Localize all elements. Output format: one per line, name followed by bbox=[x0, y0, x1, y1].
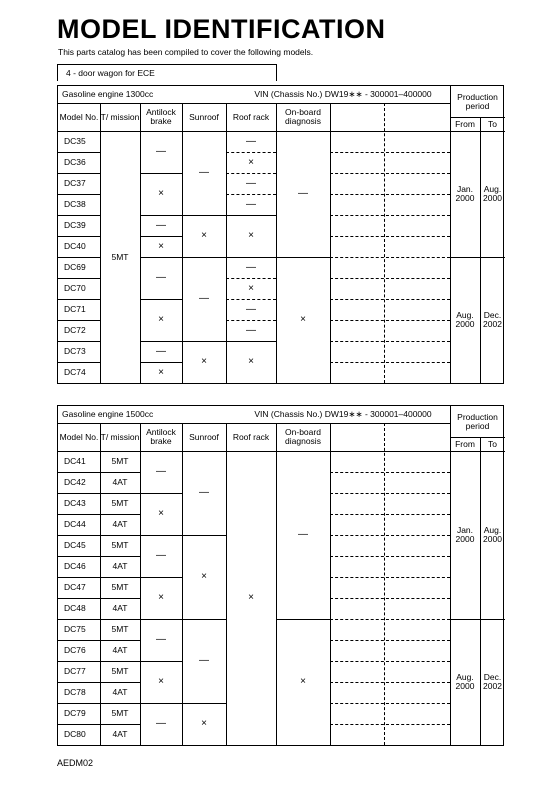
row-divider bbox=[226, 194, 276, 195]
row-divider bbox=[140, 535, 182, 536]
vin-row-divider bbox=[330, 724, 450, 725]
row-divider bbox=[182, 341, 226, 342]
included-mark: × bbox=[158, 188, 164, 199]
row-divider bbox=[140, 215, 182, 216]
sunroof-header: Sunroof bbox=[189, 111, 219, 122]
model-row-divider bbox=[58, 257, 100, 258]
model-row-divider bbox=[58, 194, 100, 195]
not-included-mark: — bbox=[246, 198, 256, 210]
included-mark: × bbox=[248, 282, 254, 294]
model-number: DC43 bbox=[64, 498, 86, 509]
transmission-value: 4AT bbox=[112, 519, 128, 530]
model-row-divider bbox=[58, 535, 100, 536]
included-mark: × bbox=[300, 676, 306, 687]
not-included-mark: — bbox=[156, 466, 166, 477]
model-number: DC73 bbox=[64, 346, 86, 357]
included-mark: × bbox=[158, 366, 164, 378]
model-row-divider bbox=[58, 236, 100, 237]
model-row-divider bbox=[100, 514, 140, 515]
transmission-value: 5MT bbox=[111, 624, 129, 635]
not-included-mark: — bbox=[199, 167, 209, 178]
not-included-mark: — bbox=[156, 718, 166, 729]
row-divider bbox=[276, 257, 330, 258]
footer-code: AEDM02 bbox=[57, 758, 94, 768]
row-divider bbox=[140, 341, 182, 342]
model-row-divider bbox=[58, 724, 100, 725]
not-included-mark: — bbox=[156, 219, 166, 231]
not-included-mark: — bbox=[156, 272, 166, 283]
model-row-divider bbox=[58, 152, 100, 153]
model-row-divider bbox=[58, 514, 100, 515]
vin-row-divider bbox=[330, 640, 450, 641]
period-from: Aug. 2000 bbox=[455, 672, 475, 691]
onboard-header: On-board diagnosis bbox=[285, 427, 321, 446]
row-divider bbox=[140, 577, 182, 578]
production-period-header: Production period bbox=[457, 91, 498, 111]
model-number: DC47 bbox=[64, 582, 86, 593]
model-row-divider bbox=[100, 703, 140, 704]
model-row-divider bbox=[58, 299, 100, 300]
transmission-value: 5MT bbox=[111, 456, 129, 467]
row-divider bbox=[226, 299, 276, 300]
model-number: DC75 bbox=[64, 624, 86, 635]
model-row-divider bbox=[58, 661, 100, 662]
included-mark: × bbox=[300, 314, 306, 325]
model-row-divider bbox=[58, 472, 100, 473]
model-row-divider bbox=[58, 173, 100, 174]
model-number: DC69 bbox=[64, 262, 86, 273]
vin-row-divider bbox=[330, 152, 450, 153]
model-number: DC48 bbox=[64, 603, 86, 614]
model-number: DC76 bbox=[64, 645, 86, 656]
not-included-mark: — bbox=[246, 303, 256, 315]
transmission-header: T/ mission bbox=[100, 111, 140, 122]
transmission-value: 5MT bbox=[111, 498, 129, 509]
vin-row-divider bbox=[330, 682, 450, 683]
model-row-divider bbox=[58, 577, 100, 578]
vin-row-divider bbox=[330, 257, 450, 258]
included-mark: × bbox=[248, 592, 254, 603]
included-mark: × bbox=[201, 356, 207, 367]
transmission-value: 5MT bbox=[111, 666, 129, 677]
model-number: DC72 bbox=[64, 325, 86, 336]
vin-row-divider bbox=[330, 661, 450, 662]
vin-row-divider bbox=[330, 299, 450, 300]
period-from: Jan. 2000 bbox=[455, 184, 475, 203]
model-number: DC45 bbox=[64, 540, 86, 551]
model-number: DC39 bbox=[64, 220, 86, 231]
model-row-divider bbox=[100, 577, 140, 578]
included-mark: × bbox=[158, 508, 164, 519]
column-divider bbox=[226, 423, 227, 745]
model-number: DC35 bbox=[64, 136, 86, 147]
vin-row-divider bbox=[330, 362, 450, 363]
vin-row-divider bbox=[330, 472, 450, 473]
period-to: Aug. 2000 bbox=[483, 525, 502, 544]
column-divider bbox=[276, 103, 277, 383]
model-number: DC71 bbox=[64, 304, 86, 315]
engine-label: Gasoline engine 1500cc bbox=[62, 409, 154, 420]
included-mark: × bbox=[158, 676, 164, 687]
roof-rack-header: Roof rack bbox=[232, 111, 270, 122]
model-row-divider bbox=[58, 640, 100, 641]
not-included-mark: — bbox=[199, 655, 209, 666]
included-mark: × bbox=[158, 314, 164, 325]
transmission-value: 4AT bbox=[112, 687, 128, 698]
transmission-value: 5MT bbox=[111, 708, 129, 719]
row-divider bbox=[140, 703, 182, 704]
antilock-header: Antilock brake bbox=[146, 107, 176, 126]
transmission-value: 4AT bbox=[112, 603, 128, 614]
not-included-mark: — bbox=[199, 487, 209, 498]
vin-row-divider bbox=[330, 598, 450, 599]
onboard-header: On-board diagnosis bbox=[285, 107, 321, 126]
vin-row-divider bbox=[330, 215, 450, 216]
vin-row-divider bbox=[330, 493, 450, 494]
vin-label: VIN (Chassis No.) DW19∗∗ - 300001–400000 bbox=[254, 89, 432, 100]
model-row-divider bbox=[100, 493, 140, 494]
included-mark: × bbox=[248, 356, 254, 367]
row-divider bbox=[182, 215, 226, 216]
not-included-mark: — bbox=[156, 146, 166, 157]
model-row-divider bbox=[100, 661, 140, 662]
row-divider bbox=[226, 173, 276, 174]
model-row-divider bbox=[100, 724, 140, 725]
transmission-value: 4AT bbox=[112, 477, 128, 488]
vin-row-divider bbox=[330, 236, 450, 237]
row-divider bbox=[226, 257, 276, 258]
model-number: DC40 bbox=[64, 241, 86, 252]
column-divider bbox=[182, 423, 183, 745]
row-divider bbox=[182, 257, 226, 258]
row-divider bbox=[182, 703, 226, 704]
row-divider bbox=[226, 215, 276, 216]
row-divider bbox=[226, 341, 276, 342]
model-number: DC41 bbox=[64, 456, 86, 467]
model-number: DC46 bbox=[64, 561, 86, 572]
row-divider bbox=[226, 320, 276, 321]
included-mark: × bbox=[248, 230, 254, 241]
period-to: Aug. 2000 bbox=[483, 184, 502, 203]
included-mark: × bbox=[158, 592, 164, 603]
model-row-divider bbox=[58, 598, 100, 599]
column-divider bbox=[140, 423, 141, 745]
model-row-divider bbox=[58, 278, 100, 279]
model-number: DC77 bbox=[64, 666, 86, 677]
model-row-divider bbox=[58, 703, 100, 704]
model-row-divider bbox=[100, 598, 140, 599]
vin-row-divider bbox=[330, 278, 450, 279]
not-included-mark: — bbox=[156, 634, 166, 645]
period-from: Jan. 2000 bbox=[455, 525, 475, 544]
row-divider bbox=[276, 619, 330, 620]
not-included-mark: — bbox=[246, 177, 256, 189]
row-divider bbox=[182, 535, 226, 536]
model-row-divider bbox=[100, 535, 140, 536]
transmission-value: 4AT bbox=[112, 561, 128, 572]
row-divider bbox=[140, 661, 182, 662]
model-row-divider bbox=[58, 682, 100, 683]
vin-row-divider bbox=[330, 194, 450, 195]
to-header: To bbox=[488, 438, 497, 449]
from-header: From bbox=[455, 118, 475, 129]
model-number: DC74 bbox=[64, 367, 86, 378]
row-divider bbox=[226, 152, 276, 153]
wagon-label: 4 - door wagon for ECE bbox=[57, 64, 277, 81]
model-number: DC38 bbox=[64, 199, 86, 210]
model-number: DC79 bbox=[64, 708, 86, 719]
antilock-header: Antilock brake bbox=[146, 427, 176, 446]
page-subtitle: This parts catalog has been compiled to cover the following models. bbox=[58, 47, 314, 57]
model-number: DC44 bbox=[64, 519, 86, 530]
not-included-mark: — bbox=[246, 261, 256, 273]
model-row-divider bbox=[58, 320, 100, 321]
model-number: DC78 bbox=[64, 687, 86, 698]
model-number: DC42 bbox=[64, 477, 86, 488]
vin-row-divider bbox=[330, 173, 450, 174]
included-mark: × bbox=[158, 240, 164, 252]
table-section-1300cc bbox=[57, 85, 504, 384]
row-divider bbox=[140, 173, 182, 174]
not-included-mark: — bbox=[298, 188, 308, 199]
row-divider bbox=[140, 493, 182, 494]
model-row-divider bbox=[58, 362, 100, 363]
included-mark: × bbox=[201, 230, 207, 241]
transmission-value: 5MT bbox=[111, 251, 129, 262]
not-included-mark: — bbox=[199, 293, 209, 304]
table-section-1500cc bbox=[57, 405, 504, 746]
model-number: DC70 bbox=[64, 283, 86, 294]
vin-row-divider bbox=[330, 320, 450, 321]
period-to: Dec. 2002 bbox=[483, 672, 502, 691]
transmission-value: 5MT bbox=[111, 582, 129, 593]
model-row-divider bbox=[100, 682, 140, 683]
row-divider bbox=[140, 257, 182, 258]
to-header: To bbox=[488, 118, 497, 129]
vin-row-divider bbox=[330, 556, 450, 557]
row-divider bbox=[226, 278, 276, 279]
model-row-divider bbox=[58, 556, 100, 557]
row-divider bbox=[140, 362, 182, 363]
not-included-mark: — bbox=[156, 550, 166, 561]
transmission-header: T/ mission bbox=[100, 431, 140, 442]
model-row-divider bbox=[58, 215, 100, 216]
included-mark: × bbox=[248, 156, 254, 168]
model-row-divider bbox=[58, 493, 100, 494]
period-from: Aug. 2000 bbox=[455, 310, 475, 329]
model-row-divider bbox=[100, 640, 140, 641]
vin-row-divider bbox=[330, 514, 450, 515]
from-header: From bbox=[455, 438, 475, 449]
production-period-header: Production period bbox=[457, 411, 498, 431]
page-title: MODEL IDENTIFICATION bbox=[57, 14, 386, 44]
model-number: DC36 bbox=[64, 157, 86, 168]
roof-rack-header: Roof rack bbox=[232, 431, 270, 442]
model-number: DC80 bbox=[64, 729, 86, 740]
model-header: Model No. bbox=[59, 111, 99, 122]
period-to: Dec. 2002 bbox=[483, 310, 502, 329]
not-included-mark: — bbox=[246, 135, 256, 147]
sunroof-header: Sunroof bbox=[189, 431, 219, 442]
model-header: Model No. bbox=[59, 431, 99, 442]
model-row-divider bbox=[58, 619, 100, 620]
transmission-value: 4AT bbox=[112, 645, 128, 656]
not-included-mark: — bbox=[156, 345, 166, 357]
model-row-divider bbox=[100, 619, 140, 620]
row-divider bbox=[182, 619, 226, 620]
model-row-divider bbox=[58, 341, 100, 342]
vin-row-divider bbox=[330, 341, 450, 342]
row-divider bbox=[140, 619, 182, 620]
row-divider bbox=[140, 236, 182, 237]
vin-row-divider bbox=[330, 703, 450, 704]
row-divider bbox=[140, 299, 182, 300]
vin-row-divider bbox=[330, 619, 450, 620]
transmission-value: 5MT bbox=[111, 540, 129, 551]
vin-row-divider bbox=[330, 577, 450, 578]
vin-label: VIN (Chassis No.) DW19∗∗ - 300001–400000 bbox=[254, 409, 432, 420]
not-included-mark: — bbox=[298, 529, 308, 540]
row-divider bbox=[58, 131, 505, 132]
model-row-divider bbox=[100, 556, 140, 557]
included-mark: × bbox=[201, 718, 207, 729]
vin-row-divider bbox=[330, 535, 450, 536]
engine-label: Gasoline engine 1300cc bbox=[62, 89, 154, 100]
included-mark: × bbox=[201, 571, 207, 582]
transmission-value: 4AT bbox=[112, 729, 128, 740]
model-row-divider bbox=[100, 472, 140, 473]
model-number: DC37 bbox=[64, 178, 86, 189]
not-included-mark: — bbox=[246, 324, 256, 336]
column-divider bbox=[276, 423, 277, 745]
